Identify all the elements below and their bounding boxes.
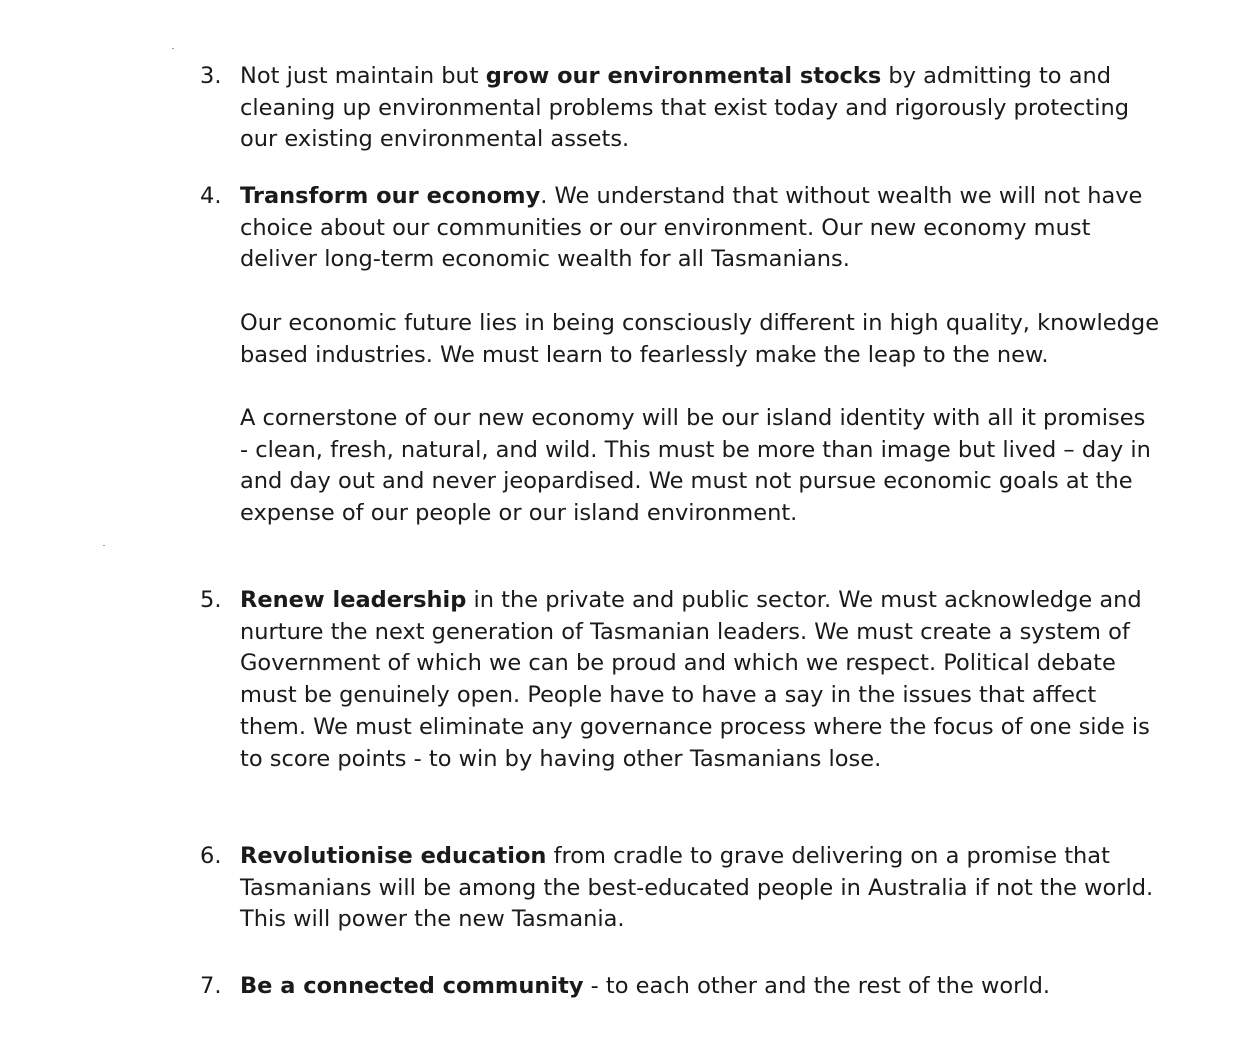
item-text [240,585,1160,775]
item-text [240,971,1160,1003]
list-item [200,181,1160,530]
item-pre-text: Not just maintain but [240,63,486,89]
list-item [200,61,1160,156]
item-rest-text: by admitting to and cleaning up environmental problems that exist today and rigorously protecting our existing environmental assets. [240,63,1130,153]
scan-speck [172,48,174,49]
item-rest-text: . We understand that without wealth we will not have choice about our communities or our environment. Our new economy must deliver long-term economic wealth for all Tasmanians. [240,183,1143,273]
list-item [200,585,1160,775]
item-paragraph [240,181,1160,276]
item-paragraph: Our economic future lies in being consciously different in high quality, knowledge based industries. We must learn to fearlessly make the leap to the new. [240,309,1160,368]
item-text [240,181,1160,530]
item-number: 4. [200,183,222,209]
list-item [200,971,1160,1003]
item-number: 3. [200,63,222,89]
item-number: 7. [200,973,222,999]
item-lead: Transform our economy [240,183,541,209]
item-paragraph: A cornerstone of our new economy will be our island identity with all it promises - clean, fresh, natural, and wild. This must be more than image but lived – day in and day out and never jeopardised. We must not pursue economic goals at the expense of our people or our island environment. [240,404,1151,526]
item-paragraph [240,585,1160,775]
item-lead: Revolutionise education [240,843,547,869]
item-lead: Be a connected community [240,973,584,999]
item-number: 5. [200,587,222,613]
item-rest-text: in the private and public sector. We must acknowledge and nurture the next generation of Tasmanian leaders. We must create a system of Government of which we can be proud and which we respect. Political debate must be genuinely open. People have to have a say in the issues that affect them. We must eliminate any governance process where the focus of one side is to score points - to win by having other Tasmanians lose. [240,587,1150,772]
item-text [240,61,1160,156]
item-paragraph [240,841,1160,936]
item-lead: Renew leadership [240,587,467,613]
item-rest-text: from cradle to grave delivering on a promise that Tasmanians will be among the best-educated people in Australia if not the world. This will power the new Tasmania. [240,843,1154,933]
item-text [240,841,1160,936]
item-lead: grow our environmental stocks [485,63,882,89]
item-paragraph [240,971,1160,1003]
item-number: 6. [200,843,222,869]
item-paragraph [240,61,1160,156]
list-item [200,841,1160,936]
item-rest-text: - to each other and the rest of the world. [583,973,1051,999]
scan-speck [103,545,105,546]
